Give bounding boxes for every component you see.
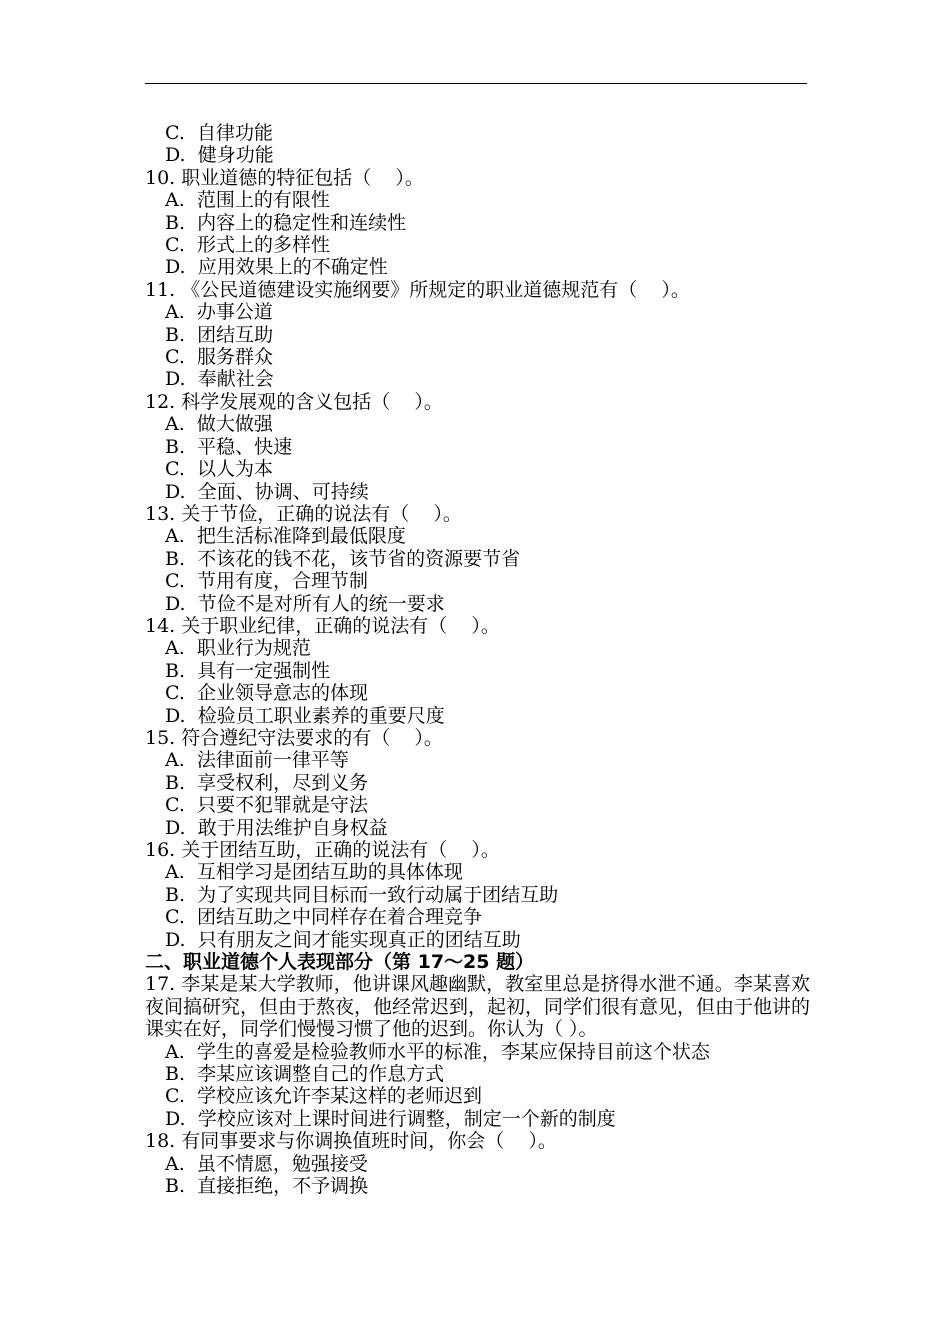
question-11-stem: 11. 《公民道德建设实施纲要》所规定的职业道德规范有（ ）。 — [145, 278, 690, 301]
option-line: B. 团结互助 — [165, 323, 274, 346]
option-line: C. 形式上的多样性 — [165, 234, 331, 257]
option-line: B. 平稳、快速 — [165, 435, 293, 458]
option-line: D. 全面、协调、可持续 — [165, 480, 369, 503]
option-line: A. 做大做强 — [165, 413, 273, 436]
option-line: C. 服务群众 — [165, 346, 274, 369]
option-line: A. 范围上的有限性 — [165, 189, 330, 212]
option-line: D. 节俭不是对所有人的统一要求 — [165, 592, 445, 615]
option-line: A. 办事公道 — [165, 301, 273, 324]
option-line: B. 李某应该调整自己的作息方式 — [165, 1063, 445, 1086]
option-line: D. 检验员工职业素养的重要尺度 — [165, 704, 445, 727]
option-line: D. 敢于用法维护自身权益 — [165, 816, 388, 839]
option-line: C. 只要不犯罪就是守法 — [165, 794, 369, 817]
question-15-stem: 15. 符合遵纪守法要求的有（ ）。 — [145, 726, 443, 749]
option-line: A. 互相学习是团结互助的具体体现 — [165, 861, 463, 884]
option-line: D. 奉献社会 — [165, 368, 274, 391]
question-16-stem: 16. 关于团结互助，正确的说法有（ ）。 — [145, 839, 500, 861]
question-14-stem: 14. 关于职业纪律，正确的说法有（ ）。 — [145, 614, 500, 637]
option-line: C. 团结互助之中同样存在着合理竞争 — [165, 906, 483, 929]
option-line: A. 虽不情愿，勉强接受 — [165, 1152, 368, 1175]
option-line: D. 只有朋友之间才能实现真正的团结互助 — [165, 928, 521, 951]
option-line: B. 不该花的钱不花，该节省的资源要节省 — [165, 547, 521, 570]
option-line: B. 享受权利，尽到义务 — [165, 771, 369, 794]
option-line: D. 学校应该对上课时间进行调整，制定一个新的制度 — [165, 1107, 616, 1130]
option-line: A. 法律面前一律平等 — [165, 749, 349, 772]
option-line: B. 具有一定强制性 — [165, 659, 331, 682]
option-line: D. 应用效果上的不确定性 — [165, 256, 388, 279]
question-12-stem: 12. 科学发展观的含义包括（ ）。 — [145, 390, 443, 413]
option-line: B. 内容上的稳定性和连续性 — [165, 211, 407, 234]
option-line: C. 以人为本 — [165, 458, 274, 481]
option-line: A. 把生活标准降到最低限度 — [165, 525, 406, 548]
option-line: C. 节用有度，合理节制 — [165, 570, 369, 593]
question-13-stem: 13. 关于节俭，正确的说法有（ ）。 — [145, 502, 462, 525]
question-10-stem: 10. 职业道德的特征包括（ ）。 — [145, 166, 424, 189]
option-line: A. 职业行为规范 — [165, 637, 311, 660]
section-heading: 二、职业道德个人表现部分（第 17～25 题） — [145, 951, 535, 974]
option-line: C. 学校应该允许李某这样的老师迟到 — [165, 1085, 483, 1108]
exam-page-content — [145, 122, 810, 1198]
question-17-stem: 17. 李某是某大学教师，他讲课风趣幽默，教室里总是挤得水泄不通。李某喜欢夜间搞研究，但由于熬夜，他经常迟到，起初，同学们很有意见，但由于他讲的课实在好，同学们慢慢习惯了他的迟到。你认为（ ）。 — [145, 973, 811, 1041]
question-18-stem: 18. 有同事要求与你调换值班时间，你会（ ）。 — [145, 1130, 557, 1153]
option-line: C. 企业领导意志的体现 — [165, 682, 369, 705]
option-line: D. 健身功能 — [165, 144, 274, 167]
option-line: B. 为了实现共同目标而一致行动属于团结互助 — [165, 883, 559, 906]
option-line: C. 自律功能 — [165, 122, 274, 144]
option-line: A. 学生的喜爱是检验教师水平的标准，李某应保持目前这个状态 — [165, 1040, 710, 1063]
option-line: B. 直接拒绝，不予调换 — [165, 1175, 369, 1198]
header-rule — [145, 83, 807, 84]
